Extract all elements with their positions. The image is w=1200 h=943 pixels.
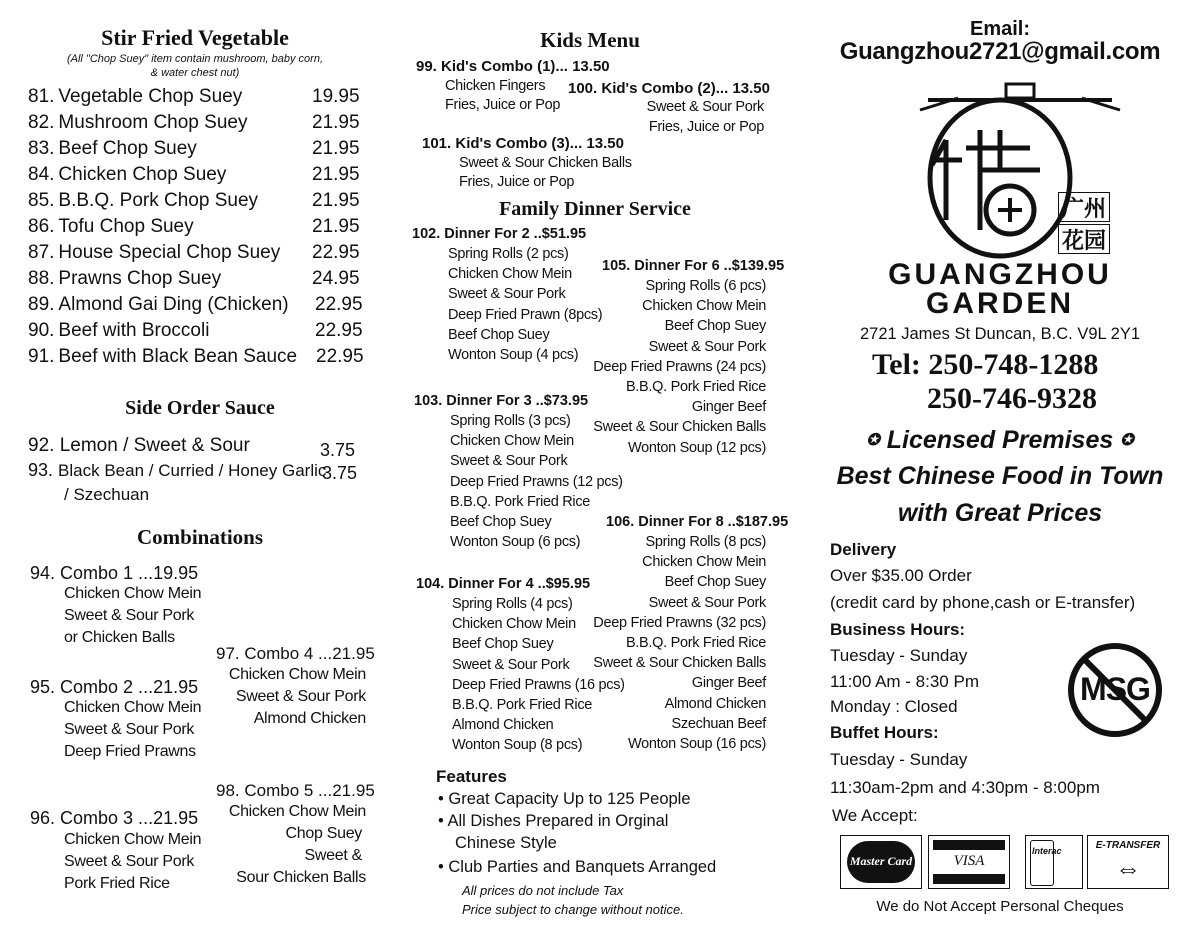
dinner-item: Chicken Chow Mein bbox=[642, 298, 766, 315]
list-item bbox=[28, 294, 289, 316]
no-msg-badge bbox=[1065, 640, 1165, 740]
item-number: 90. bbox=[28, 320, 55, 341]
business-hours-line: Tuesday - Sunday bbox=[830, 646, 968, 665]
item-number: 84. bbox=[28, 164, 55, 185]
item-number: 82. bbox=[28, 112, 55, 133]
list-item bbox=[28, 346, 297, 368]
combo-head: 100. Kid's Combo (2)... 13.50 bbox=[568, 80, 770, 97]
combo-head: 97. Combo 4 ...21.95 bbox=[216, 644, 375, 663]
gear-icon: ✪ bbox=[1120, 432, 1134, 449]
dinner-item: Deep Fried Prawns (32 pcs) bbox=[593, 614, 766, 631]
interac-logo bbox=[1025, 835, 1083, 889]
item-price: 22.95 bbox=[312, 242, 360, 263]
item-price: 22.95 bbox=[316, 346, 364, 367]
combinations-title: Combinations bbox=[136, 525, 264, 549]
dinner-item: Sweet & Sour Pork bbox=[448, 286, 566, 303]
dinner-item: Chicken Chow Mein bbox=[448, 266, 572, 283]
item-name: Beef with Broccoli bbox=[58, 320, 210, 341]
mastercard-logo bbox=[840, 835, 922, 889]
dinner-item: Beef Chop Suey bbox=[450, 514, 552, 530]
list-item bbox=[28, 268, 221, 290]
dinner-item: Spring Rolls (4 pcs) bbox=[452, 596, 573, 612]
item-name-continued: / Szechuan bbox=[64, 485, 150, 504]
restaurant-logo bbox=[910, 70, 1130, 260]
item-number: 89. bbox=[28, 294, 55, 315]
item-number: 83. bbox=[28, 138, 55, 159]
mastercard-text: Master Card bbox=[849, 854, 913, 868]
menu-column-middle bbox=[400, 0, 800, 943]
stir-fried-note-2: & water chest nut) bbox=[150, 67, 240, 79]
stir-fried-title: Stir Fried Vegetable bbox=[101, 25, 289, 50]
kids-menu-title: Kids Menu bbox=[540, 28, 640, 52]
dinner-item: Szechuan Beef bbox=[671, 715, 766, 732]
list-item bbox=[28, 320, 209, 342]
dinner-head: 104. Dinner For 4 ..$95.95 bbox=[416, 576, 591, 592]
dinner-item: Wonton Soup (12 pcs) bbox=[627, 439, 766, 456]
side-order-title: Side Order Sauce bbox=[125, 397, 275, 419]
features-title: Features bbox=[436, 767, 507, 786]
item-name: Lemon / Sweet & Sour bbox=[59, 435, 250, 456]
list-item bbox=[28, 164, 226, 186]
combo-line: Almond Chicken bbox=[253, 710, 366, 727]
combo-line: Sweet & Sour Pork bbox=[64, 607, 195, 624]
item-number: 92. bbox=[28, 435, 55, 456]
combo-line: Sweet & Sour Pork bbox=[64, 853, 195, 870]
item-price: 21.95 bbox=[312, 216, 360, 237]
stir-fried-note-1: (All "Chop Suey" item contain mushroom, baby corn, bbox=[66, 53, 324, 65]
list-item bbox=[28, 216, 194, 238]
item-name: Almond Gai Ding (Chicken) bbox=[58, 294, 289, 315]
item-price: 3.75 bbox=[322, 463, 358, 483]
combo-line: Chicken Chow Mein bbox=[64, 585, 202, 602]
dinner-item: Deep Fried Prawns (24 pcs) bbox=[593, 358, 766, 375]
combo-line: Fries, Juice or Pop bbox=[459, 174, 575, 190]
dinner-head: 103. Dinner For 3 ..$73.95 bbox=[414, 393, 589, 409]
business-hours-line: 11:00 Am - 8:30 Pm bbox=[830, 672, 979, 691]
tel-number-2: 250-746-9328 bbox=[927, 382, 1097, 415]
combo-line: Sweet & Sour Pork bbox=[235, 688, 366, 705]
menu-column-left bbox=[0, 0, 380, 943]
dinner-item: Sweet & Sour Chicken Balls bbox=[593, 655, 766, 672]
item-price: 21.95 bbox=[312, 190, 360, 211]
dinner-item: Sweet & Sour Pork bbox=[452, 656, 570, 673]
item-name: Tofu Chop Suey bbox=[58, 216, 194, 237]
licensed-premises: ✪ Licensed Premises ✪ bbox=[866, 426, 1134, 454]
combo-line: or Chicken Balls bbox=[64, 629, 175, 646]
dinner-item: B.B.Q. Pork Fried Rice bbox=[450, 493, 591, 510]
price-note: Price subject to change without notice. bbox=[462, 902, 684, 917]
dinner-item: B.B.Q. Pork Fried Rice bbox=[452, 697, 593, 713]
feature-item: • Great Capacity Up to 125 People bbox=[438, 790, 691, 808]
dinner-head: 102. Dinner For 2 ..$51.95 bbox=[412, 226, 587, 242]
payment-label: We Accept: bbox=[832, 806, 918, 825]
item-price: 3.75 bbox=[320, 440, 356, 460]
tagline-line-1: Best Chinese Food in Town bbox=[836, 462, 1164, 490]
dinner-item: B.B.Q. Pork Fried Rice bbox=[625, 379, 766, 395]
dinner-item: Beef Chop Suey bbox=[452, 636, 554, 653]
tax-note: All prices do not include Tax bbox=[462, 883, 624, 898]
combo-line: Pork Fried Rice bbox=[64, 875, 170, 892]
combo-line: Chop Suey bbox=[285, 825, 362, 842]
dinner-item: Beef Chop Suey bbox=[448, 326, 550, 343]
dinner-head: 106. Dinner For 8 ..$187.95 bbox=[606, 514, 789, 530]
buffet-hours-line: Tuesday - Sunday bbox=[830, 750, 968, 769]
delivery-line-1: Over $35.00 Order bbox=[830, 566, 972, 585]
item-number: 91. bbox=[28, 346, 55, 367]
dinner-item: Almond Chicken bbox=[452, 717, 554, 734]
combo-line: Sweet & Sour Pork bbox=[64, 721, 195, 738]
feature-item-continued: Chinese Style bbox=[455, 834, 557, 852]
visa-text: VISA bbox=[953, 853, 985, 869]
dinner-item: Sweet & Sour Chicken Balls bbox=[593, 419, 766, 436]
feature-item: • Club Parties and Banquets Arranged bbox=[438, 858, 717, 876]
combo-line: Deep Fried Prawns bbox=[64, 743, 196, 760]
combo-line: Fries, Juice or Pop bbox=[445, 97, 561, 113]
combo-line: Chicken Chow Mein bbox=[64, 831, 202, 848]
dinner-item: Wonton Soup (6 pcs) bbox=[450, 534, 581, 551]
combo-line: Sweet & Sour Chicken Balls bbox=[459, 155, 632, 171]
item-name: Chicken Chop Suey bbox=[58, 164, 227, 185]
business-hours-label: Business Hours: bbox=[830, 620, 966, 639]
visa-logo bbox=[928, 835, 1010, 889]
combo-line: Chicken Chow Mein bbox=[64, 699, 202, 716]
dinner-item: Beef Chop Suey bbox=[664, 574, 766, 591]
combo-line: Fries, Juice or Pop bbox=[648, 119, 764, 135]
dinner-item: Deep Fried Prawns (12 pcs) bbox=[450, 473, 623, 490]
item-price: 21.95 bbox=[312, 138, 360, 159]
dinner-item: Chicken Chow Mein bbox=[642, 554, 766, 571]
dinner-item: Ginger Beef bbox=[691, 675, 766, 692]
combo-line: Sweet & Sour Pork bbox=[646, 99, 764, 115]
combo-head: 94. Combo 1 ...19.95 bbox=[30, 563, 199, 583]
chinese-name-line-1: 广州 bbox=[1058, 192, 1110, 222]
list-item bbox=[28, 190, 258, 212]
feature-item: • All Dishes Prepared in Orginal bbox=[438, 812, 669, 830]
item-price: 21.95 bbox=[312, 164, 360, 185]
no-cheques-note: We do Not Accept Personal Cheques bbox=[876, 898, 1124, 915]
item-price: 22.95 bbox=[315, 320, 363, 341]
telephone bbox=[872, 348, 1098, 382]
msg-text: MSG bbox=[1080, 671, 1150, 707]
swap-arrows-icon: ⇔ bbox=[1115, 853, 1141, 883]
list-item bbox=[28, 242, 280, 264]
restaurant-name-line-1: GUANGZHOU bbox=[888, 258, 1112, 291]
item-number: 88. bbox=[28, 268, 55, 289]
info-column-right bbox=[815, 0, 1200, 943]
item-name: Beef Chop Suey bbox=[58, 138, 197, 159]
list-item bbox=[28, 435, 250, 457]
item-name: Mushroom Chop Suey bbox=[58, 112, 248, 133]
restaurant-name-line-2: GARDEN bbox=[925, 287, 1074, 320]
tel-label: Tel: bbox=[872, 348, 921, 381]
combo-line: Chicken Fingers bbox=[445, 78, 546, 94]
tel-number-1: 250-748-1288 bbox=[928, 348, 1099, 381]
item-name: Black Bean / Curried / Honey Garlic bbox=[58, 461, 327, 480]
gear-icon: ✪ bbox=[866, 432, 880, 449]
dinner-item: Sweet & Sour Pork bbox=[648, 594, 766, 611]
business-hours-line: Monday : Closed bbox=[830, 697, 958, 716]
list-item bbox=[28, 460, 326, 481]
dinner-item: Almond Chicken bbox=[664, 695, 766, 712]
dinner-item: Chicken Chow Mein bbox=[452, 616, 576, 633]
item-name: Prawns Chop Suey bbox=[58, 268, 222, 289]
dinner-item: Spring Rolls (6 pcs) bbox=[645, 278, 766, 294]
dinner-item: Beef Chop Suey bbox=[664, 318, 766, 335]
dinner-item: Spring Rolls (3 pcs) bbox=[450, 413, 571, 429]
dinner-item: Spring Rolls (8 pcs) bbox=[645, 534, 766, 550]
item-number: 81. bbox=[28, 86, 55, 107]
list-item bbox=[28, 112, 247, 134]
etransfer-logo bbox=[1087, 835, 1169, 889]
item-number: 87. bbox=[28, 242, 55, 263]
list-item bbox=[28, 138, 197, 160]
dinner-item: Spring Rolls (2 pcs) bbox=[448, 246, 569, 262]
combo-head: 98. Combo 5 ...21.95 bbox=[216, 781, 375, 800]
combo-head: 96. Combo 3 ...21.95 bbox=[30, 808, 199, 828]
item-number: 93. bbox=[28, 460, 54, 480]
etransfer-text: E-TRANSFER bbox=[1095, 840, 1161, 851]
item-price: 21.95 bbox=[312, 112, 360, 133]
delivery-line-2: (credit card by phone,cash or E-transfer) bbox=[830, 593, 1136, 612]
dinner-item: Sweet & Sour Pork bbox=[648, 338, 766, 355]
dinner-item: Wonton Soup (8 pcs) bbox=[452, 737, 583, 754]
item-price: 24.95 bbox=[312, 268, 360, 289]
item-name: Vegetable Chop Suey bbox=[58, 86, 243, 107]
combo-line: Chicken Chow Mein bbox=[228, 803, 366, 820]
tagline-line-2: with Great Prices bbox=[897, 499, 1103, 527]
combo-head: 95. Combo 2 ...21.95 bbox=[30, 677, 199, 697]
interac-text: Interac bbox=[1032, 846, 1062, 856]
delivery-label: Delivery bbox=[830, 540, 897, 559]
buffet-hours-label: Buffet Hours: bbox=[830, 723, 939, 742]
restaurant-address: 2721 James St Duncan, B.C. V9L 2Y1 bbox=[859, 325, 1141, 343]
combo-line: Chicken Chow Mein bbox=[228, 666, 366, 683]
dinner-item: Wonton Soup (16 pcs) bbox=[627, 736, 766, 752]
combo-head: 101. Kid's Combo (3)... 13.50 bbox=[422, 135, 624, 152]
combo-line: Sour Chicken Balls bbox=[236, 869, 366, 886]
email-address: Guangzhou2721@gmail.com bbox=[839, 38, 1161, 65]
dinner-item: Ginger Beef bbox=[691, 399, 766, 416]
item-number: 85. bbox=[28, 190, 55, 211]
dinner-item: Deep Fried Prawn (8pcs) bbox=[448, 306, 603, 323]
dinner-item: Deep Fried Prawns (16 pcs) bbox=[452, 676, 625, 693]
email-label: Email: bbox=[969, 18, 1031, 40]
list-item bbox=[28, 86, 242, 108]
item-price: 19.95 bbox=[312, 86, 360, 107]
dinner-item: Sweet & Sour Pork bbox=[450, 453, 568, 470]
item-number: 86. bbox=[28, 216, 55, 237]
item-name: House Special Chop Suey bbox=[58, 242, 281, 263]
dinner-item: Chicken Chow Mein bbox=[450, 433, 574, 450]
item-price: 22.95 bbox=[315, 294, 363, 315]
dinner-head: 105. Dinner For 6 ..$139.95 bbox=[602, 258, 785, 274]
item-name: Beef with Black Bean Sauce bbox=[58, 346, 298, 367]
family-dinner-title: Family Dinner Service bbox=[499, 198, 691, 220]
dinner-item: B.B.Q. Pork Fried Rice bbox=[625, 635, 766, 651]
buffet-hours-line: 11:30am-2pm and 4:30pm - 8:00pm bbox=[830, 778, 1100, 797]
combo-line: Sweet & bbox=[304, 847, 362, 864]
item-name: B.B.Q. Pork Chop Suey bbox=[58, 190, 259, 211]
chinese-name-line-2: 花园 bbox=[1058, 224, 1110, 254]
combo-head: 99. Kid's Combo (1)... 13.50 bbox=[416, 58, 610, 75]
dinner-item: Wonton Soup (4 pcs) bbox=[448, 347, 579, 363]
